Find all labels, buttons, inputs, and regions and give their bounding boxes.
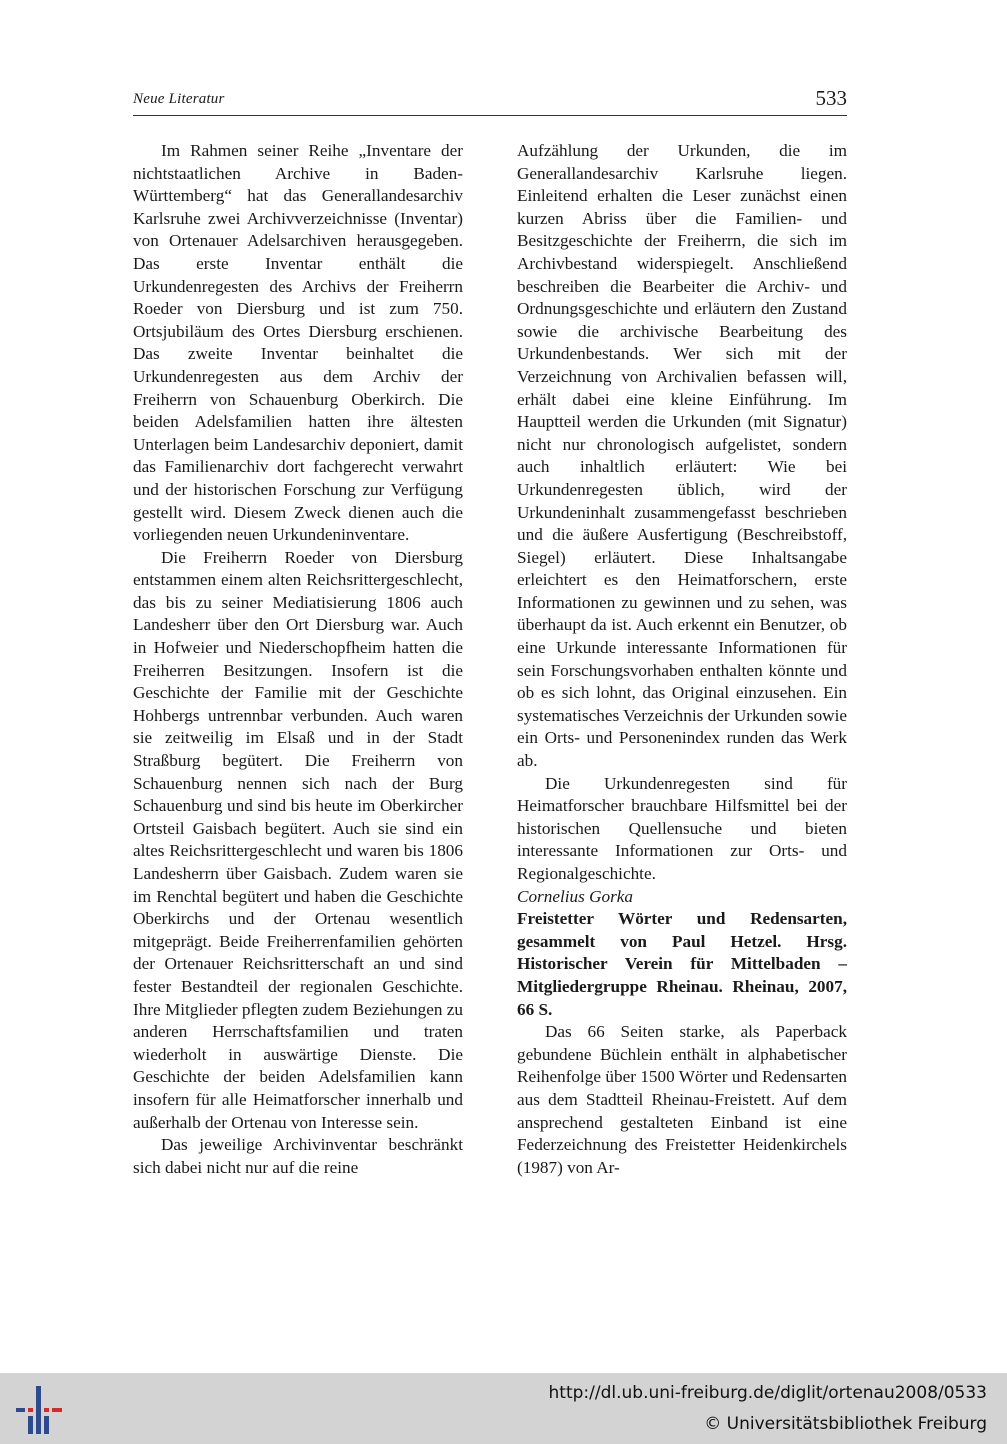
left-column [133, 140, 463, 1179]
paragraph: Die Urkundenregesten sind für Heimatforscher brauchbare Hilfsmittel bei der historischen Quellensuche und bieten interessante Informationen zur Orts- und Regionalgeschichte. [517, 773, 847, 883]
review-author-signature: Cornelius Gorka [517, 886, 634, 906]
paragraph: Das jeweilige Archivinventar beschränkt sich dabei nicht nur auf die reine [133, 1135, 463, 1177]
header-divider [133, 115, 847, 116]
copyright-notice: © Universitätsbibliothek Freiburg [704, 1414, 987, 1434]
right-column [517, 140, 847, 1179]
running-header-title: Neue Literatur [133, 91, 225, 107]
ub-freiburg-logo-icon [14, 1386, 64, 1434]
paragraph: Im Rahmen seiner Reihe „Inventare der nichtstaatlichen Archive in Baden-Württemberg“ hat das Generallandesarchiv Karlsruhe zwei Archivverzeichnisse (Inventar) von Ortenauer Adelsarchiven herausgegeben. Das erste Inventar enthält die Urkundenregesten des Archivs der Freiherrn Roeder von Diersburg und ist zum 750. Ortsjubiläum des Ortes Diersburg erschienen. Das zweite Inventar beinhaltet die Urkundenregesten aus dem Archiv der Freiherrn von Schauenburg Oberkirch. Die beiden Adelsfamilien hatten ihre ältesten Unterlagen beim Landesarchiv deponiert, damit das Familienarchiv dort fachgerecht verwahrt und der historischen Forschung zur Verfügung gestellt wird. Diesem Zweck dienen auch die vorliegenden neuen Urkundeninventare. [133, 141, 463, 545]
page-number: 533 [815, 86, 847, 110]
paragraph: Das 66 Seiten starke, als Paperback gebundene Büchlein enthält in alphabetischer Reihenfolge über 1500 Wörter und Redensarten aus dem Stadtteil Rheinau-Freistett. Auf dem ansprechend gestalteten Einband ist eine Federzeichnung des Freistetter Heidenkirchels (1987) von Ar- [517, 1022, 847, 1177]
footer-band [0, 1373, 1007, 1444]
paragraph: Die Freiherrn Roeder von Diersburg entstammen einem alten Reichsrittergeschlecht, das bis zu seiner Mediatisierung 1806 auch Landesherr über den Ort Diersburg war. Auch in Hofweier und Niederschopfheim hatten die Freiherren Besitzungen. Insofern ist die Geschichte der Familie mit der Geschichte Hohbergs untrennbar verbunden. Auch waren sie zeitweilig im Elsaß und in der Stadt Straßburg begütert. Die Freiherrn von Schauenburg nennen sich nach der Burg Schauenburg und sind bis heute im Oberkircher Ortsteil Gaisbach begütert. Auch sie sind ein altes Reichsrittergeschlecht und waren bis 1806 Landesherrn über Gaisbach. Zudem waren sie im Renchtal begütert und haben die Geschichte Oberkirchs und der Ortenau wesentlich mitgeprägt. Beide Freiherrenfamilien gehörten der Ortenauer Reichsritterschaft an und sind fester Bestandteil der regionalen Geschichte. Ihre Mitglieder pflegten zudem Beziehungen zu anderen Herrschaftsfamilien und traten wiederholt in auswärtige Dienste. Die Geschichte der beiden Adelsfamilien kann insofern für alle Heimatforscher innerhalb und außerhalb der Ortenau von Interesse sein. [133, 547, 463, 1132]
book-review-heading: Freistetter Wörter und Redensarten, gesammelt von Paul Hetzel. Hrsg. Historischer Verein für Mittelbaden – Mitgliedergruppe Rheinau. Rheinau, 2007, 66 S. [517, 909, 847, 1019]
paragraph: Aufzählung der Urkunden, die im Generallandesarchiv Karlsruhe liegen. Einleitend erhalten die Leser zunächst einen kurzen Abriss über die Familien- und Besitzgeschichte der Freiherrn, die sich im Archivbestand widerspiegelt. Anschließend beschreiben die Bearbeiter die Archiv- und Ordnungsgeschichte und erläutern den Zustand sowie die archivische Bearbeitung des Urkundenbestands. Wer sich mit der Verzeichnung von Archivalien befassen will, erhält dabei eine kleine Einführung. Im Hauptteil werden die Urkunden (mit Signatur) nicht nur chronologisch aufgelistet, sondern auch inhaltlich erläutert: Wie bei Urkundenregesten üblich, wird der Urkundeninhalt zusammengefasst beschrieben und die äußere Ausfertigung (Beschreibstoff, Siegel) erläutert. Diese Inhaltsangabe erleichtert es den Heimatforschern, erste Informationen zu gewinnen und zu sehen, was überhaupt da ist. Auch erkennt ein Benutzer, ob eine Urkunde interessante Informationen für sein Forschungsvorhaben enthalten könnte und ob es sich lohnt, das Original einzusehen. Ein systematisches Verzeichnis der Urkunden sowie ein Orts- und Personenindex runden das Werk ab. [517, 141, 847, 771]
source-url-link[interactable]: http://dl.ub.uni-freiburg.de/diglit/ortenau2008/0533 [548, 1383, 987, 1403]
